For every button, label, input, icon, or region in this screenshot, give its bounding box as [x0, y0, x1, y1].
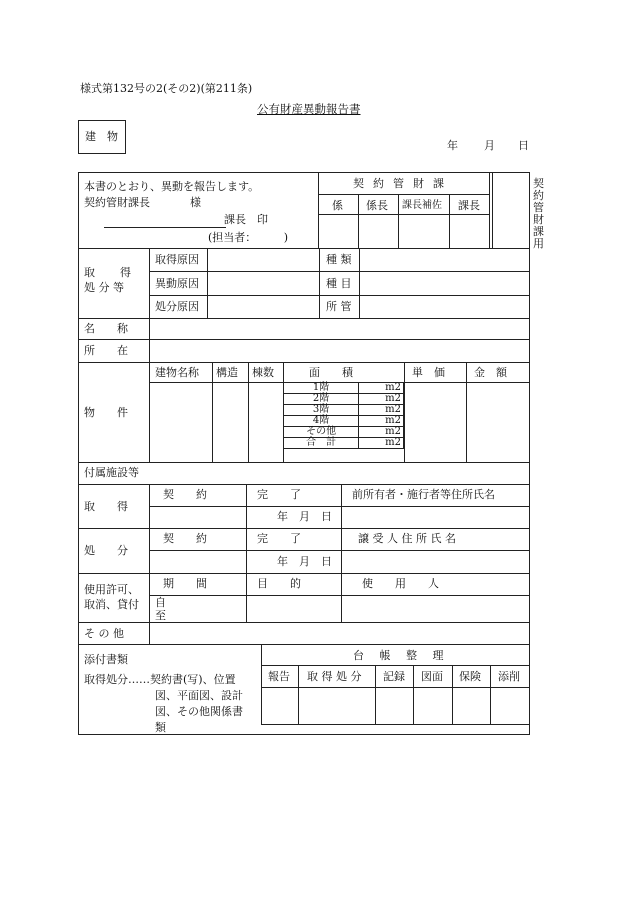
usage-purpose: 目 的	[257, 577, 301, 590]
ledger-col-insurance: 保険	[459, 670, 481, 683]
date-year: 年	[447, 139, 458, 152]
acquire-contract: 契 約	[163, 488, 207, 501]
signature-line	[104, 227, 226, 228]
acquire-ymd: 年 月 日	[277, 510, 332, 523]
area-unit: m2	[359, 383, 404, 394]
ledger-col-drawing: 図面	[421, 670, 443, 683]
report-sama: 様	[190, 196, 201, 209]
usage-from: 自	[155, 596, 166, 609]
ledger-col-revision: 添削	[498, 670, 520, 683]
reason-dispose: 処分原因	[155, 300, 199, 313]
area-floor: 1階	[284, 383, 359, 394]
area-floor: 3階	[284, 405, 359, 416]
date-month: 月	[484, 139, 495, 152]
attachments-line-4: 類	[155, 721, 166, 734]
ledger-col-acq: 取 得 処 分	[307, 670, 362, 683]
acquire-label: 取 得	[84, 500, 128, 513]
acquire-party: 前所有者・施行者等住所氏名	[352, 488, 495, 501]
attachments-label: 添付書類	[84, 653, 128, 666]
attachments-line-1: 取得処分……契約書(写)、位置	[84, 673, 236, 686]
area-floor: 4階	[284, 416, 359, 427]
dispose-party: 譲 受 人 住 所 氏 名	[358, 532, 456, 545]
reason-change: 異動原因	[155, 277, 199, 290]
location-label: 所 在	[84, 344, 128, 357]
ledger-col-report: 報告	[268, 670, 290, 683]
ledger-header: 台 帳 整 理	[353, 649, 450, 662]
col-count: 棟数	[252, 366, 274, 379]
form-title: 公有財産異動報告書	[257, 102, 361, 116]
stamp-col-deputy: 課長補佐	[402, 200, 442, 211]
area-row	[284, 394, 404, 405]
area-breakdown	[283, 382, 404, 449]
area-row	[284, 405, 404, 416]
area-floor: 合 計	[284, 438, 359, 449]
stamp-col-manager: 課長	[458, 199, 480, 212]
ledger-col-record: 記録	[383, 670, 405, 683]
dispose-complete: 完 了	[257, 532, 301, 545]
form-table	[78, 172, 530, 735]
col-amount: 金 額	[474, 366, 507, 379]
dispose-ymd: 年 月 日	[277, 555, 332, 568]
dispose-label: 処 分	[84, 544, 128, 557]
dispose-contract: 契 約	[163, 532, 207, 545]
acquire-complete: 完 了	[257, 488, 301, 501]
attachments-line-2: 図、平面図、設計	[155, 689, 243, 702]
date-day: 日	[518, 139, 529, 152]
type-item: 種 目	[326, 277, 352, 290]
usage-label-2: 取消、貸付	[84, 598, 139, 611]
col-structure: 構造	[216, 366, 238, 379]
report-chief: 課長 印	[224, 213, 268, 226]
usage-to: 至	[155, 609, 166, 622]
area-unit: m2	[359, 438, 404, 449]
facilities-label: 付属施設等	[84, 466, 139, 479]
property-label: 物 件	[84, 406, 128, 419]
area-row	[284, 427, 404, 438]
usage-label-1: 使用許可、	[84, 583, 139, 596]
attachments-line-3: 図、その他関係書	[155, 705, 243, 718]
acq-label-top: 取 得	[84, 266, 132, 279]
area-floor: その他	[284, 427, 359, 438]
area-unit: m2	[359, 427, 404, 438]
type-jurisdiction: 所 管	[326, 300, 352, 313]
category-box	[78, 120, 126, 154]
report-line1: 本書のとおり、異動を報告します。	[84, 180, 260, 193]
col-unit-price: 単 価	[412, 366, 445, 379]
other-label: そ の 他	[84, 627, 124, 640]
col-area: 面 積	[309, 366, 353, 379]
area-unit: m2	[359, 416, 404, 427]
form-number: 様式第132号の2(その2)(第211条)	[80, 82, 253, 95]
area-unit: m2	[359, 394, 404, 405]
reason-acquire: 取得原因	[155, 253, 199, 266]
report-contact: (担当者： )	[208, 231, 289, 244]
acq-label-bottom: 処 分 等	[84, 281, 124, 294]
name-label: 名 称	[84, 322, 128, 335]
usage-user: 使 用 人	[362, 577, 439, 590]
report-addressee: 契約管財課長	[84, 196, 150, 209]
area-row	[284, 383, 404, 394]
col-building-name: 建物名称	[155, 366, 199, 379]
stamp-header: 契約管財課	[353, 177, 453, 190]
category-label: 建 物	[85, 130, 118, 143]
area-row	[284, 438, 404, 449]
stamp-side-label: 契約管財課用	[533, 177, 544, 250]
stamp-col-chief: 係長	[366, 199, 388, 212]
area-row	[284, 416, 404, 427]
usage-period: 期 間	[163, 577, 207, 590]
area-floor: 2階	[284, 394, 359, 405]
stamp-col-staff: 係	[332, 199, 343, 212]
area-unit: m2	[359, 405, 404, 416]
type-kind: 種 類	[326, 253, 352, 266]
